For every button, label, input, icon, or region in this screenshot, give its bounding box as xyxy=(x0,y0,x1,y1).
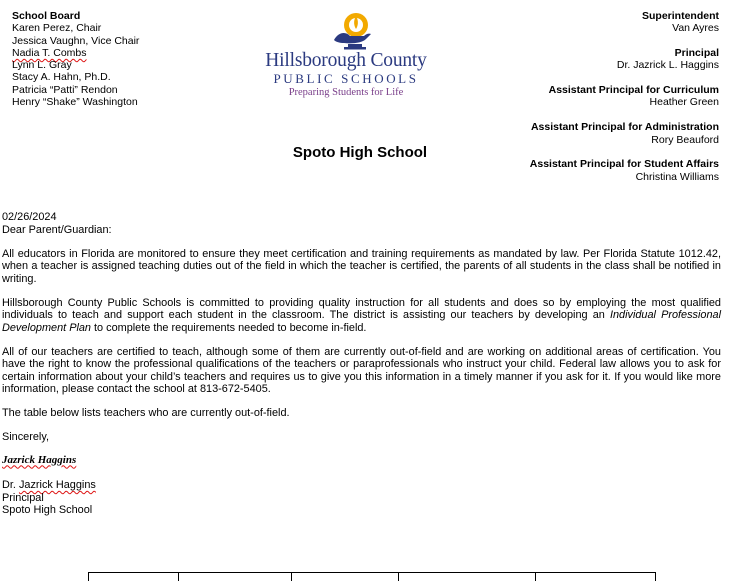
letter-paragraph: All of our teachers are certified to teach, although some of them are currently out-of-field and are working on additional areas of certification. You have the right to know the professional qualifications of the teachers or paraprofessionals who instruct your child. Federal law allows you to ask for certain information about your child’s teachers and requires us to give you this information in a timely manner if you ask for it. If you would like more information, please contact the school at 813-672-5405. xyxy=(2,345,721,395)
admin-entry-ap-administration xyxy=(479,121,719,146)
letter-salutation: Dear Parent/Guardian: xyxy=(2,223,112,236)
board-member: Patricia “Patti” Rendon xyxy=(12,83,118,96)
admin-title: Assistant Principal for Student Affairs xyxy=(529,158,719,171)
admin-name: Dr. Jazrick L. Haggins xyxy=(616,59,719,72)
admin-title: Superintendent xyxy=(641,10,719,22)
letter-closing: Sincerely, xyxy=(2,431,50,443)
board-member: Jessica Vaughn, Vice Chair xyxy=(12,34,140,47)
admin-entry-superintendent xyxy=(479,10,719,35)
admin-name: Rory Beauford xyxy=(651,133,719,146)
signer-school: Spoto High School xyxy=(2,504,93,516)
letter-paragraph: Hillsborough County Public Schools is committed to providing quality instruction for all students and does so by employing the most qualified individuals to teach and support each student in the classroom. The district is assisting our teachers by developing an Individual Professional Development Plan to complete the requirements needed to become in-field. xyxy=(2,296,721,334)
board-member: Stacy A. Hahn, Ph.D. xyxy=(12,71,111,84)
district-logo xyxy=(250,12,450,102)
board-member: Lynn L. Gray xyxy=(12,59,72,72)
lamp-of-learning-icon xyxy=(328,12,376,50)
plan-name: Individual Professional Development Plan xyxy=(2,309,721,334)
signature: Jazrick Haggins xyxy=(2,453,77,466)
board-member: Karen Perez, Chair xyxy=(12,22,102,35)
school-board-heading: School Board xyxy=(12,10,81,22)
signer-title: Principal xyxy=(2,491,44,504)
admin-entry-principal xyxy=(479,47,719,72)
district-subtitle: PUBLIC SCHOOLS xyxy=(273,71,419,86)
admin-title: Assistant Principal for Curriculum xyxy=(548,84,719,97)
admin-entry-ap-student-affairs xyxy=(479,158,719,183)
admin-name: Christina Williams xyxy=(635,170,719,183)
letter-paragraph: All educators in Florida are monitored to ensure they meet certification and training requirements as mandated by law. Per Florida Statute 1012.42, when a teacher is assigned teaching duties out of the field in which the teacher is certified, the parents of all students in the class shall be notified in writing. xyxy=(2,247,721,285)
admin-name: Heather Green xyxy=(649,96,719,109)
district-tagline: Preparing Students for Life xyxy=(288,87,404,98)
board-member: Nadia T. Combs xyxy=(12,46,87,59)
district-name: Hillsborough County xyxy=(265,50,427,71)
school-board-list xyxy=(12,10,139,108)
letter-date: 02/26/2024 xyxy=(2,211,57,223)
admin-title: Principal xyxy=(674,47,719,60)
letter-paragraph: The table below lists teachers who are currently out-of-field. xyxy=(2,407,290,419)
signer-name: Dr. Jazrick Haggins xyxy=(2,479,96,491)
admin-title: Assistant Principal for Administration xyxy=(530,121,719,134)
school-name-heading: Spoto High School xyxy=(292,144,428,161)
letter-body xyxy=(2,211,721,517)
board-member: Henry “Shake” Washington xyxy=(12,96,138,109)
admin-name: Van Ayres xyxy=(672,22,719,35)
admin-entry-ap-curriculum xyxy=(479,84,719,109)
administration-list xyxy=(479,10,719,195)
